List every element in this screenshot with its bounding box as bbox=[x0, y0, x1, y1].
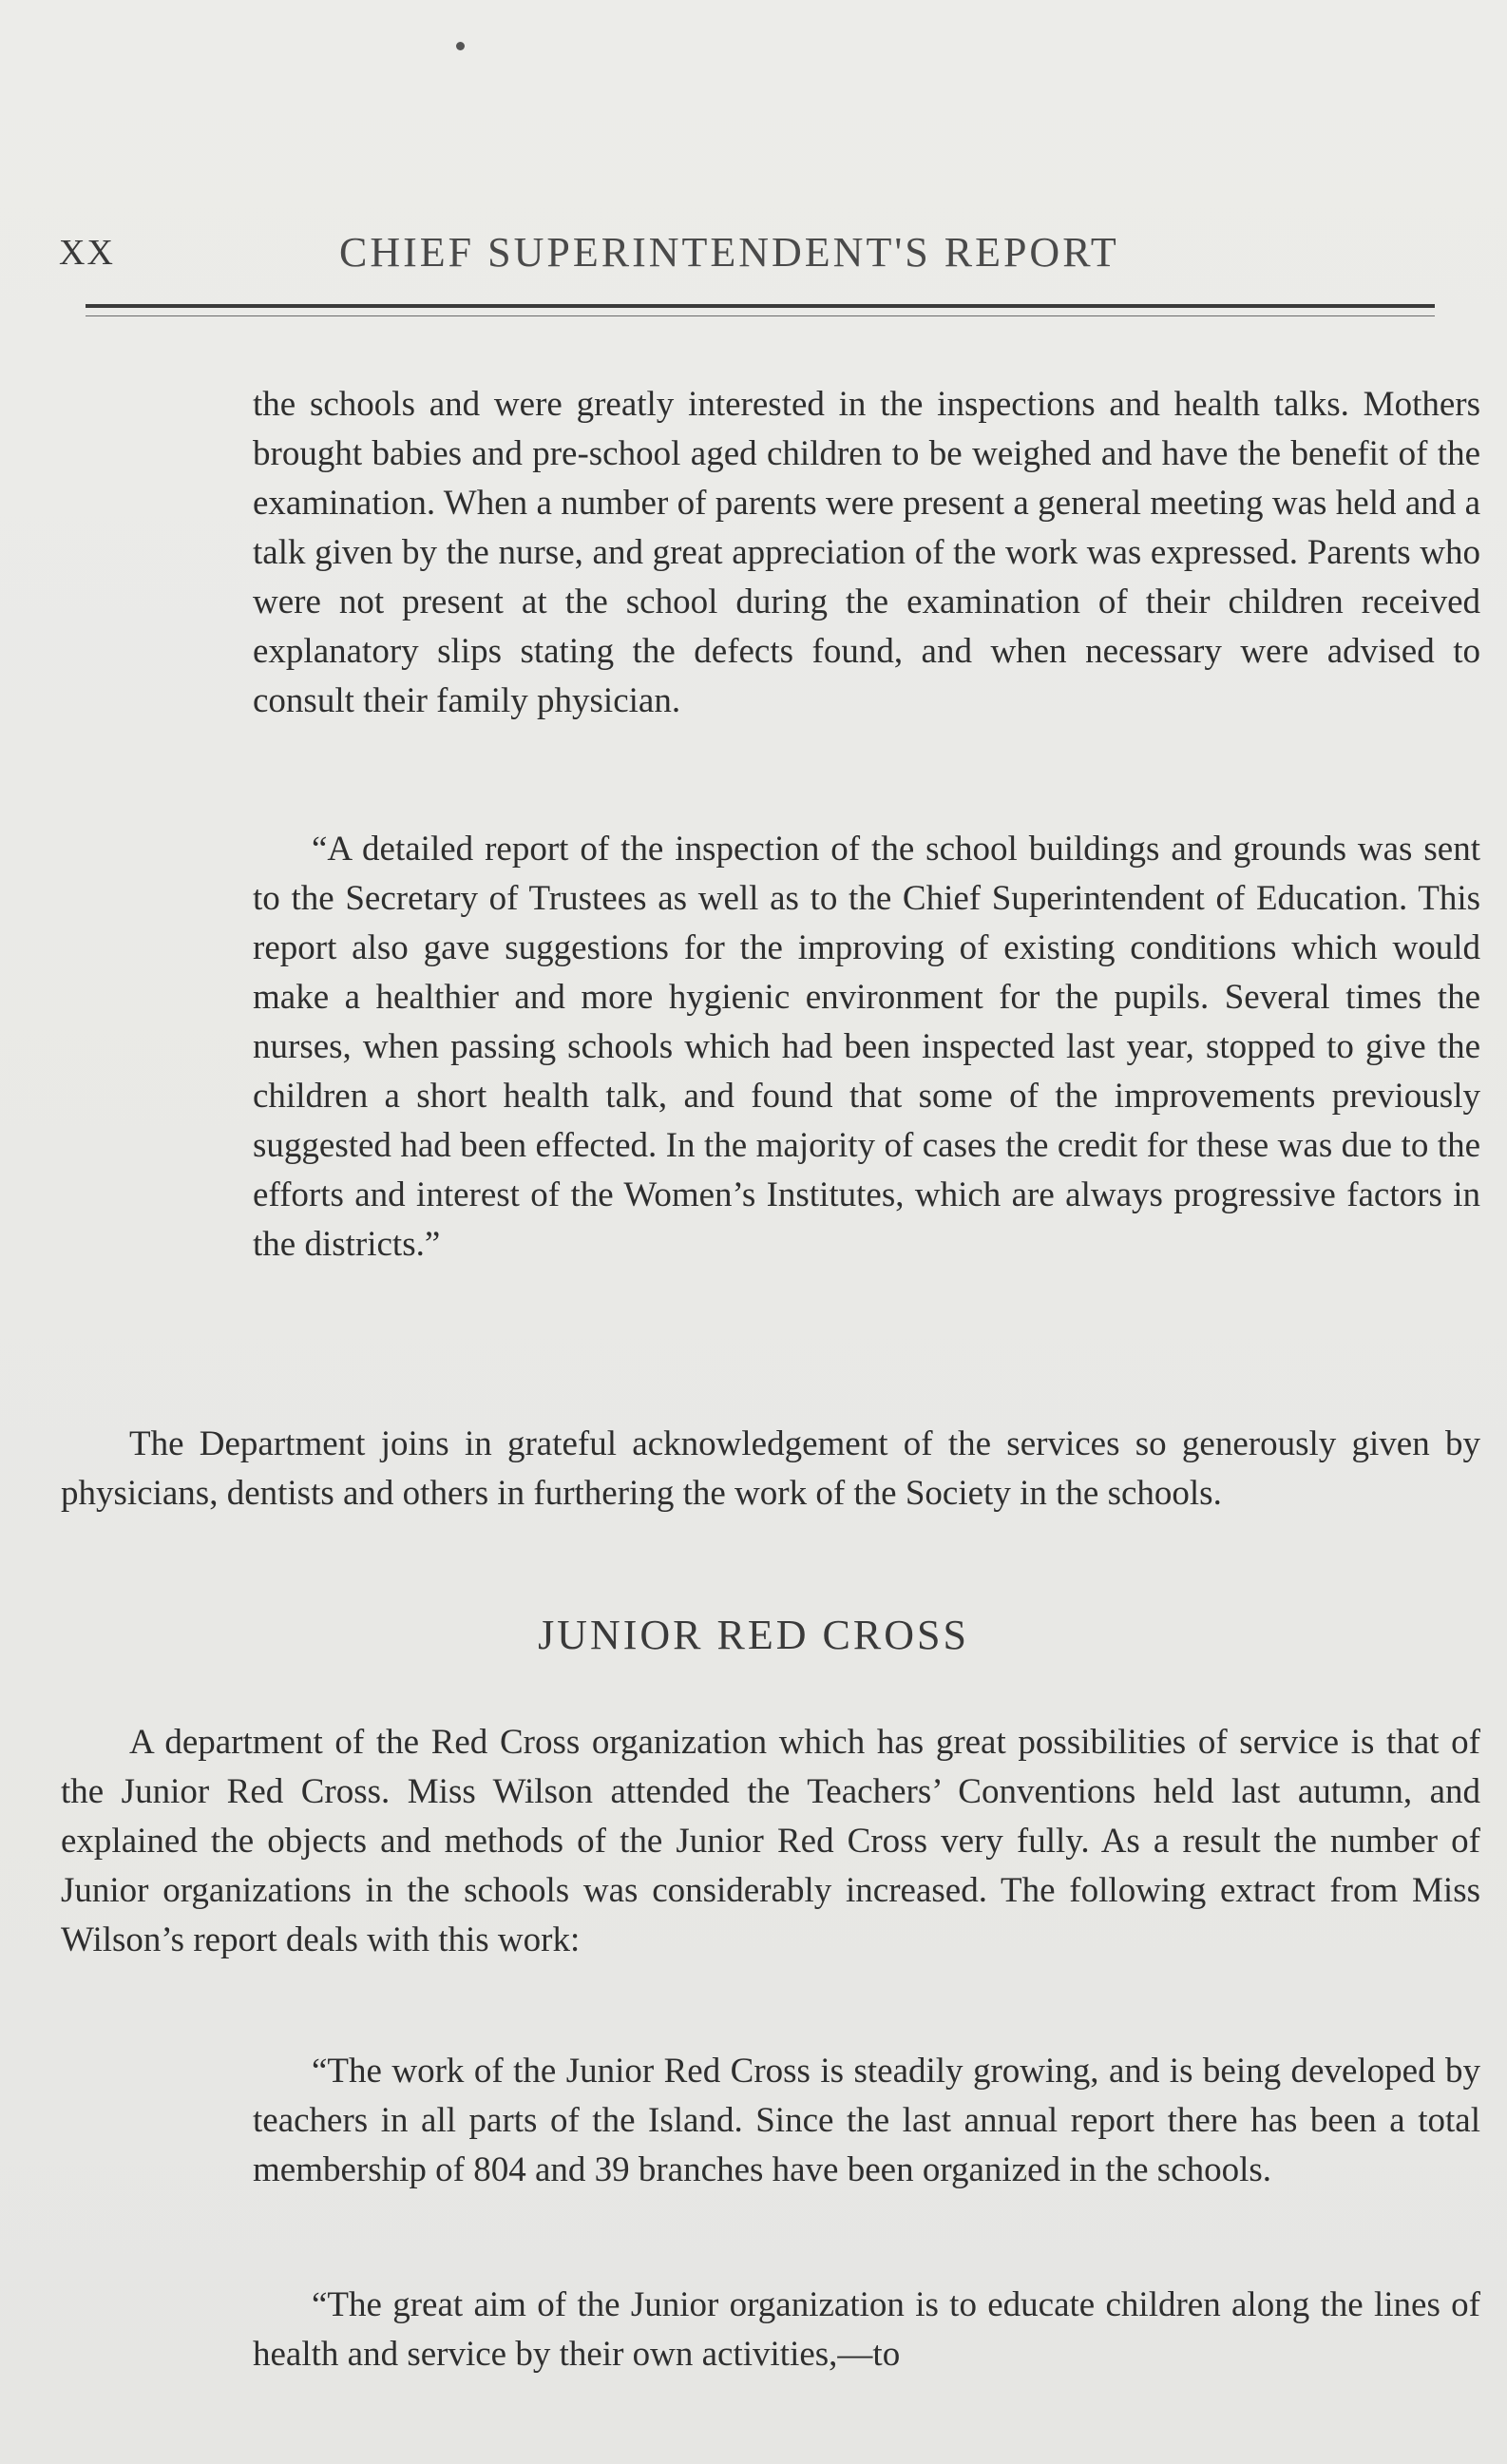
paragraph-text: “The work of the Junior Red Cross is steadily growing, and is being developed by teachers in all parts of the Island. Since the last annual report there has been a total membership of 804 and 39 branches have been organized in the schools. bbox=[253, 2052, 1480, 2189]
page-header bbox=[59, 228, 1437, 285]
quoted-paragraph-3 bbox=[253, 2047, 1480, 2195]
paragraph-text: “A detailed report of the inspection of the school buildings and grounds was sent to the Secretary of Trustees as well as to the Chief Superintendent of Education. This report also gave suggestions for the improving of existing conditions which would make a healthier and more hygienic environment for the pupils. Several times the nurses, when passing schools which had been inspected last year, stopped to give the children a short health talk, and found that some of the improvements previously suggested had been effected. In the majority of cases the credit for these was due to the efforts and interest of the Women’s Institutes, which are always progressive factors in the districts.” bbox=[253, 830, 1480, 1264]
paragraph-text: The Department joins in grateful acknowledgement of the services so generously given by physicians, dentists and others in furthering the work of the Society in the schools. bbox=[61, 1424, 1480, 1513]
paragraph-text: A department of the Red Cross organization which has great possibilities of service is that of the Junior Red Cross. Miss Wilson attended the Teachers’ Conventions held last autumn, and explained the objects and methods of the Junior Red Cross very fully. As a result the number of Junior organizations in the schools was considerably increased. The following extract from Miss Wilson’s report deals with this work: bbox=[61, 1723, 1480, 1959]
body-paragraph-1 bbox=[61, 1420, 1480, 1519]
section-heading: JUNIOR RED CROSS bbox=[538, 1612, 969, 1658]
quoted-paragraph-1 bbox=[253, 380, 1480, 726]
running-title: CHIEF SUPERINTENDENT'S REPORT bbox=[339, 229, 1119, 276]
quoted-paragraph-4 bbox=[253, 2281, 1480, 2379]
paragraph-text: the schools and were greatly interested in the inspections and health talks. Mothers brought babies and pre-school aged children to be weighed and have the benefit of the examination. When a number of parents were present a general meeting was held and a talk given by the nurse, and great appreciation of the work was expressed. Parents who were not present at the school during the examination of their children received explanatory slips stating the defects found, and when necessary were advised to consult their family physician. bbox=[253, 385, 1480, 720]
page-number: XX bbox=[59, 233, 115, 273]
paragraph-text: “The great aim of the Junior organization is to educate children along the lines of health and service by their own activities,—to bbox=[253, 2285, 1480, 2374]
ink-speck bbox=[456, 42, 465, 50]
header-rule-thin bbox=[86, 315, 1435, 316]
body-paragraph-2 bbox=[61, 1718, 1480, 1965]
quoted-paragraph-2 bbox=[253, 825, 1480, 1270]
header-rule-thick bbox=[86, 304, 1435, 308]
